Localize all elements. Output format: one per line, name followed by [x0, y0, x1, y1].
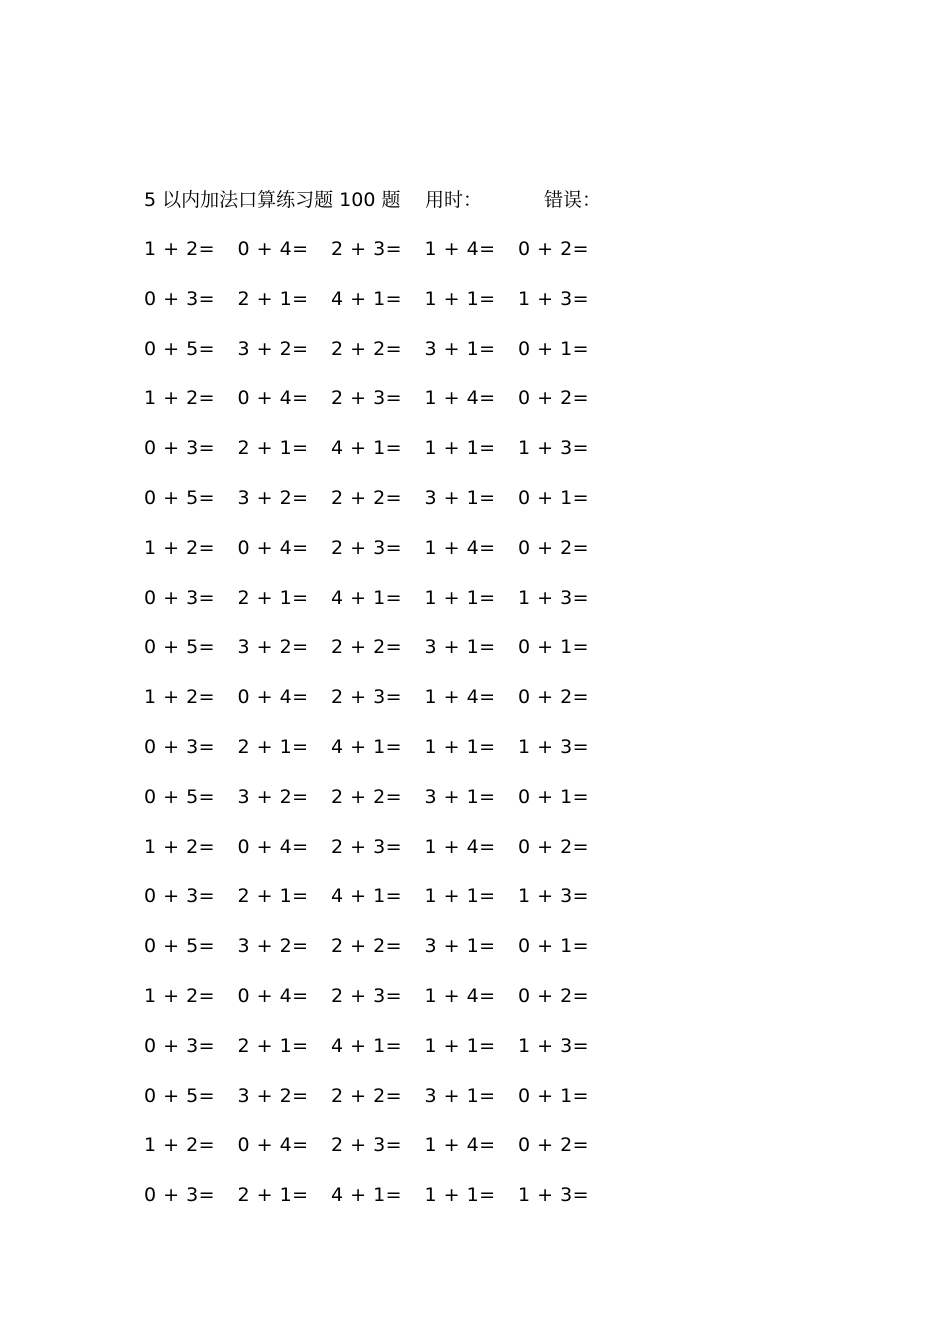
problem-item: 3 + 2= — [237, 785, 309, 808]
problem-item: 0 + 2= — [518, 686, 590, 709]
problem-item: 1 + 1= — [424, 586, 496, 609]
problem-item: 0 + 5= — [144, 486, 216, 509]
problem-item: 1 + 2= — [144, 686, 216, 709]
problem-item: 0 + 1= — [518, 935, 590, 958]
problem-item: 0 + 4= — [237, 536, 309, 559]
problem-item: 3 + 1= — [424, 337, 496, 360]
problem-item: 4 + 1= — [331, 735, 403, 758]
problem-item: 1 + 4= — [424, 387, 496, 410]
problem-item: 3 + 1= — [424, 636, 496, 659]
problem-item: 2 + 3= — [331, 536, 403, 559]
problem-item: 2 + 3= — [331, 1134, 403, 1157]
problem-item: 4 + 1= — [331, 586, 403, 609]
problem-item: 1 + 3= — [518, 287, 590, 310]
problem-item: 1 + 1= — [424, 1034, 496, 1057]
problem-item: 1 + 3= — [518, 735, 590, 758]
problem-item: 1 + 3= — [518, 885, 590, 908]
problem-item: 0 + 1= — [518, 486, 590, 509]
problem-item: 2 + 3= — [331, 835, 403, 858]
problem-item: 1 + 1= — [424, 1184, 496, 1207]
problem-item: 1 + 4= — [424, 984, 496, 1007]
problem-item: 0 + 4= — [237, 835, 309, 858]
problem-item: 2 + 2= — [331, 636, 403, 659]
problem-item: 1 + 2= — [144, 238, 216, 260]
problem-item: 2 + 2= — [331, 935, 403, 958]
problem-item: 0 + 5= — [144, 1084, 216, 1107]
problem-item: 1 + 4= — [424, 536, 496, 559]
problem-item: 1 + 3= — [518, 1184, 590, 1207]
problem-item: 0 + 4= — [237, 984, 309, 1007]
problem-item: 1 + 1= — [424, 287, 496, 310]
problem-item: 3 + 1= — [424, 785, 496, 808]
problem-item: 2 + 1= — [237, 287, 309, 310]
problem-item: 0 + 1= — [518, 785, 590, 808]
problem-item: 1 + 4= — [424, 238, 496, 260]
errors-label: 错误： — [544, 189, 602, 211]
problem-item: 2 + 3= — [331, 387, 403, 410]
problem-item: 2 + 1= — [237, 586, 309, 609]
problem-item: 0 + 5= — [144, 935, 216, 958]
problem-item: 3 + 1= — [424, 486, 496, 509]
problem-item: 2 + 1= — [237, 437, 309, 460]
problem-item: 2 + 2= — [331, 337, 403, 360]
problem-item: 0 + 3= — [144, 885, 216, 908]
problem-item: 0 + 3= — [144, 437, 216, 460]
problem-item: 3 + 1= — [424, 935, 496, 958]
problem-item: 1 + 1= — [424, 437, 496, 460]
problem-item: 0 + 3= — [144, 1034, 216, 1057]
problem-item: 4 + 1= — [331, 1184, 403, 1207]
problem-item: 1 + 3= — [518, 437, 590, 460]
problem-item: 1 + 3= — [518, 586, 590, 609]
problem-item: 0 + 5= — [144, 785, 216, 808]
problem-item: 3 + 2= — [237, 337, 309, 360]
problem-item: 1 + 1= — [424, 885, 496, 908]
problem-item: 2 + 2= — [331, 1084, 403, 1107]
problem-item: 0 + 5= — [144, 636, 216, 659]
problem-item: 2 + 2= — [331, 486, 403, 509]
problem-item: 2 + 1= — [237, 885, 309, 908]
problem-item: 0 + 4= — [237, 238, 309, 260]
problem-item: 0 + 1= — [518, 337, 590, 360]
problem-item: 2 + 3= — [331, 984, 403, 1007]
problem-item: 4 + 1= — [331, 885, 403, 908]
problem-item: 1 + 1= — [424, 735, 496, 758]
problem-item: 0 + 3= — [144, 1184, 216, 1207]
problem-item: 2 + 3= — [331, 238, 403, 260]
problem-item: 4 + 1= — [331, 287, 403, 310]
problem-item: 4 + 1= — [331, 1034, 403, 1057]
problem-item: 0 + 4= — [237, 387, 309, 410]
problem-item: 0 + 2= — [518, 835, 590, 858]
problem-item: 0 + 4= — [237, 1134, 309, 1157]
problem-item: 2 + 1= — [237, 1184, 309, 1207]
problem-item: 1 + 4= — [424, 686, 496, 709]
problem-item: 0 + 1= — [518, 1084, 590, 1107]
problem-item: 3 + 2= — [237, 935, 309, 958]
problem-grid — [144, 234, 612, 1230]
problem-item: 1 + 4= — [424, 835, 496, 858]
problem-item: 2 + 1= — [237, 1034, 309, 1057]
problem-item: 1 + 2= — [144, 984, 216, 1007]
problem-item: 1 + 2= — [144, 835, 216, 858]
problem-item: 1 + 4= — [424, 1134, 496, 1157]
problem-item: 0 + 2= — [518, 238, 590, 260]
problem-item: 0 + 2= — [518, 387, 590, 410]
problem-item: 2 + 2= — [331, 785, 403, 808]
problem-item: 2 + 3= — [331, 686, 403, 709]
problem-item: 0 + 3= — [144, 735, 216, 758]
problem-item: 3 + 2= — [237, 486, 309, 509]
problem-item: 1 + 2= — [144, 1134, 216, 1157]
problem-item: 3 + 1= — [424, 1084, 496, 1107]
problem-item: 0 + 5= — [144, 337, 216, 360]
problem-item: 4 + 1= — [331, 437, 403, 460]
problem-item: 3 + 2= — [237, 1084, 309, 1107]
problem-item: 0 + 3= — [144, 586, 216, 609]
problem-item: 0 + 2= — [518, 984, 590, 1007]
problem-item: 1 + 2= — [144, 536, 216, 559]
time-label: 用时： — [425, 189, 483, 211]
problem-item: 0 + 2= — [518, 536, 590, 559]
problem-item: 0 + 4= — [237, 686, 309, 709]
problem-item: 1 + 2= — [144, 387, 216, 410]
problem-item: 3 + 2= — [237, 636, 309, 659]
problem-item: 0 + 1= — [518, 636, 590, 659]
worksheet-header — [144, 185, 664, 215]
problem-item: 1 + 3= — [518, 1034, 590, 1057]
problem-item: 2 + 1= — [237, 735, 309, 758]
problem-item: 0 + 3= — [144, 287, 216, 310]
problem-item: 0 + 2= — [518, 1134, 590, 1157]
worksheet-title: 5 以内加法口算练习题 100 题 — [144, 189, 401, 211]
